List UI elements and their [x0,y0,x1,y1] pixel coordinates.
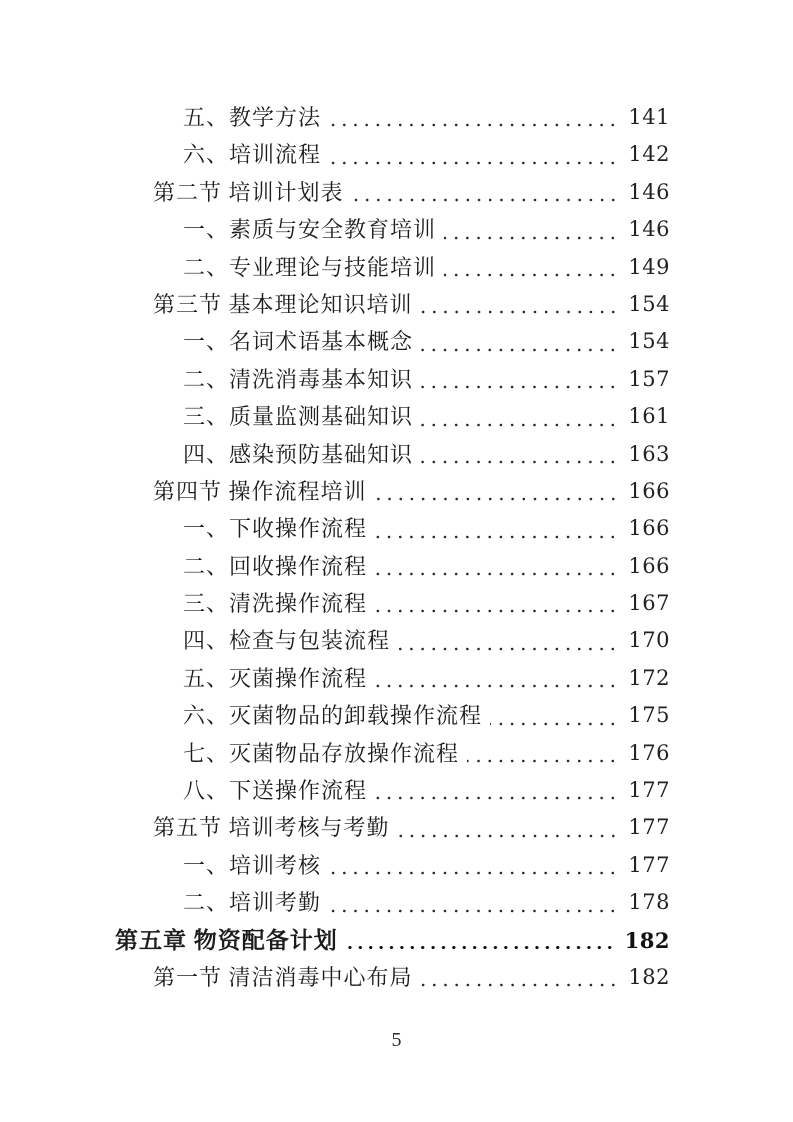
toc-entry [115,211,670,248]
toc-entry-label: 第四节 操作流程培训 [153,478,367,504]
toc-entry-page: 166 [628,516,670,541]
toc-entry [115,249,670,286]
dot-leader [421,286,619,323]
dot-leader [398,622,618,659]
toc-entry-label: 第五节 培训考核与考勤 [153,815,390,841]
toc-entry-page: 177 [628,815,670,840]
toc-entry-label: 三、质量监测基础知识 [183,404,414,430]
dot-leader [346,922,615,959]
dot-leader [375,473,619,510]
toc-entry-page: 154 [628,329,670,354]
toc-entry [115,174,670,211]
toc-entry-page: 157 [628,366,670,391]
toc-entry-label: 五、教学方法 [183,104,322,130]
dot-leader [421,436,618,473]
toc-entry [115,697,670,734]
toc-entry-page: 177 [628,852,670,877]
page-footer [0,1026,793,1054]
toc-entry-label: 第二节 培训计划表 [153,179,344,205]
toc-entry-page: 154 [628,291,670,316]
toc-entry-label: 一、名词术语基本概念 [183,329,414,355]
toc-entry-page: 175 [628,703,670,728]
toc-entry-page: 182 [628,964,670,989]
toc-entry [115,735,670,772]
toc-entry-label: 第五章 物资配备计划 [115,927,338,953]
dot-leader [375,510,618,547]
toc-entry-chapter [115,922,670,959]
toc-entry [115,436,670,473]
toc-entry-page: 178 [628,890,670,915]
dot-leader [329,884,618,921]
toc-entry-page: 167 [628,591,670,616]
toc-entry-page: 166 [628,553,670,578]
toc-entry-label: 一、培训考核 [183,852,322,878]
dot-leader [421,959,619,996]
toc-entry [115,99,670,136]
toc-entry-label: 二、专业理论与技能培训 [183,254,437,280]
toc-entry-label: 一、素质与安全教育培训 [183,217,437,243]
table-of-contents [115,99,670,996]
toc-entry-page: 166 [628,478,670,503]
toc-entry [115,548,670,585]
dot-leader [398,809,619,846]
toc-entry [115,585,670,622]
dot-leader [375,660,618,697]
toc-entry-label: 六、灭菌物品的卸载操作流程 [183,703,483,729]
toc-entry-label: 二、回收操作流程 [183,553,368,579]
dot-leader [421,398,618,435]
toc-entry-label: 八、下送操作流程 [183,778,368,804]
toc-entry [115,959,670,996]
dot-leader [444,211,618,248]
dot-leader [375,772,618,809]
toc-entry [115,473,670,510]
toc-entry [115,884,670,921]
toc-entry-label: 第一节 清洁消毒中心布局 [153,964,413,990]
toc-entry-page: 141 [628,104,670,129]
dot-leader [329,847,618,884]
dot-leader [375,585,618,622]
folio-page-number: 5 [391,1029,402,1051]
toc-entry [115,398,670,435]
toc-entry-page: 146 [628,179,670,204]
dot-leader [352,174,619,211]
toc-entry-label: 第三节 基本理论知识培训 [153,291,413,317]
toc-entry-label: 三、清洗操作流程 [183,591,368,617]
dot-leader [490,697,618,734]
toc-entry-label: 六、培训流程 [183,142,322,168]
toc-entry-page: 149 [628,254,670,279]
dot-leader [421,361,618,398]
toc-entry [115,809,670,846]
toc-entry-label: 一、下收操作流程 [183,516,368,542]
toc-entry-page: 177 [628,778,670,803]
toc-entry [115,361,670,398]
toc-entry-label: 七、灭菌物品存放操作流程 [183,740,460,766]
dot-leader [421,323,618,360]
toc-entry-page: 176 [628,740,670,765]
dot-leader [375,548,618,585]
toc-entry-label: 二、培训考勤 [183,890,322,916]
toc-entry-page: 161 [628,404,670,429]
toc-entry-page: 182 [624,927,670,953]
dot-leader [329,99,618,136]
toc-entry-page: 170 [628,628,670,653]
dot-leader [467,735,618,772]
toc-entry [115,622,670,659]
toc-entry [115,286,670,323]
toc-entry-page: 146 [628,217,670,242]
toc-entry [115,510,670,547]
toc-entry-label: 二、清洗消毒基本知识 [183,366,414,392]
toc-entry [115,136,670,173]
toc-entry [115,847,670,884]
toc-entry-page: 142 [628,142,670,167]
toc-entry-page: 172 [628,665,670,690]
toc-entry [115,660,670,697]
toc-entry-page: 163 [628,441,670,466]
dot-leader [329,136,618,173]
toc-entry [115,323,670,360]
toc-entry-label: 四、检查与包装流程 [183,628,391,654]
toc-entry-label: 五、灭菌操作流程 [183,665,368,691]
dot-leader [444,249,618,286]
toc-entry [115,772,670,809]
toc-entry-label: 四、感染预防基础知识 [183,441,414,467]
